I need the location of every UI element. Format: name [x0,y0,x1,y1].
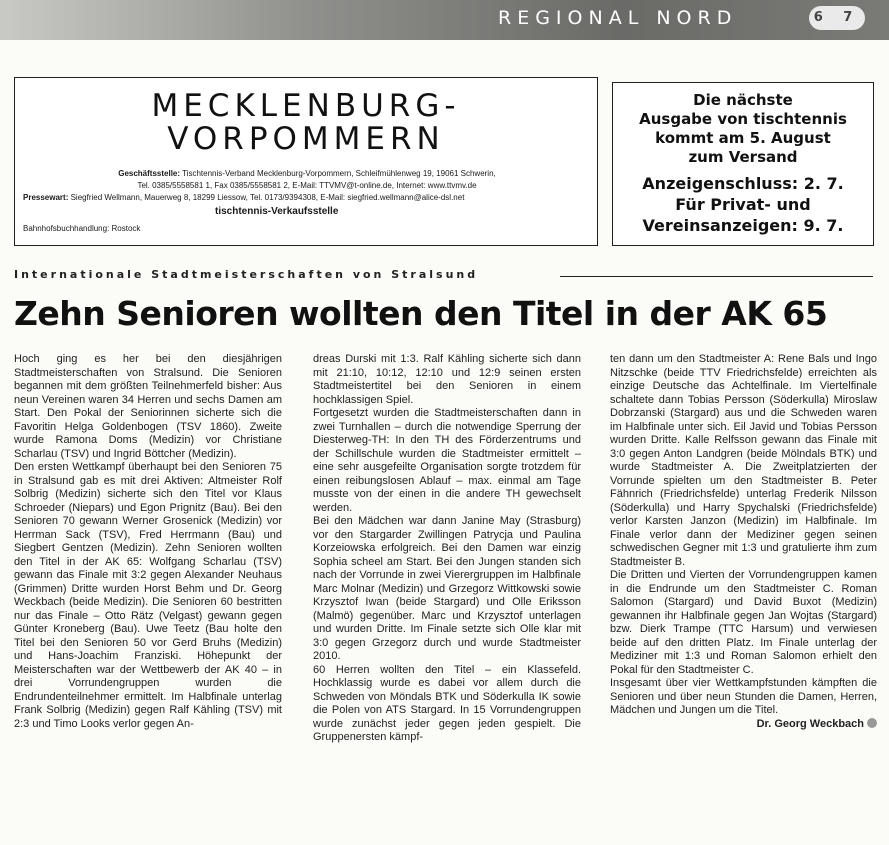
notice-deadlines [613,173,873,236]
office-text: Tischtennis-Verband Mecklenburg-Vorpommern, Schleifmühlenweg 19, 19061 Schwerin, [182,169,496,178]
paragraph: Bei den Mädchen war dann Janine May (Strasburg) vor den Stargarder Zwillingen Patrycja und Paulina Korzeiowska erfolgreich. Bei den Damen war einzig Sophia scheel am Start. Bei den Jungen standen sich nach der Vorrunde in zwei Vierergruppen im Halbfinale Marc Molnar (Medizin) und Grzegorz Wittkowski sowie Krzysztof Iwan (beide Stargard) und Olle Eriksson (Malmö) gegenüber. Marc und Krzysztof unterlagen und wurden Dritte. Im Finale setzte sich Olle klar mit 3:0 gegen Grzegorz durch und wurde Stadtmeister 2010. [313,515,581,662]
byline [610,718,877,732]
notice-line1: Die nächste [693,91,793,109]
article-kicker: Internationale Stadtmeisterschaften von Stralsund [14,268,479,281]
paragraph: Den ersten Wettkampf überhaupt bei den Senioren 75 in Stralsund gab es mit drei Aktiven: Altmeister Rolf Solbrig (Medizin) sicherte sich den Titel vor Klaus Schroeder (Niepars) und Egon Prignitz (Bau). Bei den Senioren 70 gewann Werner Grosenick (Medizin) vor Herrman Sack (TSV), Fred Herrmann (Bau) und Siegbert Gentzen (Medizin). Zehn Senioren wollten den Titel in der AK 65: Wolfgang Scharlau (TSV) gewann das Finale mit 3:2 gegen Alexander Neuhaus (Grimmen) Dritte wurden Horst Behm und Dr. Georg Weckbach (beide Medizin). Die Senioren 60 bestritten nur das Finale – Otto Rätz (Velgast) gewann gegen Günter Kroneberg (Bau). Uwe Teetz (Bau holte den Titel bei den Senioren 50 vor Gerd Bruhs (Medizin) und Hans-Joachim Franziski. Höhepunkt der Meisterschaften war der Wettbewerb der AK 40 – in drei Vorrundengruppen wurden die Endrundenteilnehmer ermittelt. Im Halbfinale unterlag Frank Solbrig (Medizin) gegen Ralf Kähling (TSV) mit 2:3 und Timo Looks verlor gegen An- [14,461,282,730]
notice-line3: kommt am 5. August [655,129,831,147]
paragraph: ten dann um den Stadtmeister A: Rene Bals und Ingo Nitzschke (beide TTV Friedrichsfelde) erreichten als einzige Deutsche das Achtelfinale. Im Viertelfinale schaltete dann Tobias Persson (Söderkulla) Miroslaw Dobrzanski (Stargard) aus und die Schweden waren im Halbfinale unter sich. Eil Javid und Tobias Persson wurden Dritte. Kalle Relfsson gewann das Finale mit 3:0 gegen Anton Landgren (beide Mölndals BTK) und wurde Stadtmeister A. Die Zweitplatzierten der Vorrunde spielten um den Stadtmeister B. Peter Fähnrich (Friedrichsfelde) unterlag Frederik Nilsson (Söderkulla) und Harry Spychalski (Friedrichsfelde) verlor Karsten Janzon (Medizin) im Halbfinale. Im Finale verlor dann der Mediziner gegen seinen schwedischen Gegner mit 1:3 und gratulierte ihm zum Stadtmeister B. [610,353,877,568]
press-line [23,192,591,204]
office-label: Geschäftsstelle: [118,169,181,178]
article-headline: Zehn Senioren wollten den Titel in der AK 65 [14,294,828,333]
paragraph: Die Dritten und Vierten der Vorrundengruppen kamen in die Endrunde um den Stadtmeister C. Roman Salomon (Stargard) und David Buxot (Medizin) gewannen ihr Halbfinale gegen Jan Wojtas (Stargard) bzw. Dierk Trampe (TTC Harsum) und verwiesen beide auf den dritten Platz. Im Finale unterlag der Mediziner mit 1:3 und Roman Salomon erhielt den Pokal für den Stadtmeister C. [610,569,877,676]
paragraph: dreas Durski mit 1:3. Ralf Kähling sicherte sich dann mit 21:10, 10:12, 12:10 und 12:9 seinen ersten Stadtmeistertitel bei den Senioren in einem hochklassigen Spiel. [313,353,581,406]
paragraph: Fortgesetzt wurden die Stadtmeisterschaften dann in zwei Turnhallen – durch die notwendige Sperrung der Diesterweg-TH: In den TH des Förderzentrums und der Schillschule wurden die Stadtmeister ermittelt – eine sehr ausgefeilte Organisation sorgte trotzdem für einen reibungslosen Ablauf – max. einmal am Tage musste von der einen in die andere TH gewechselt werden. [313,407,581,514]
notice-line7: Vereinsanzeigen: 9. 7. [642,216,844,235]
paragraph: Insgesamt über vier Wettkampfstunden kämpften die Senioren und über neun Stunden die Damen, Herren, Mädchen und Jungen um die Titel. [610,677,877,716]
notice-line6: Für Privat- und [675,195,811,214]
office-line-2: Tel. 0385/5558581 1, Fax 0385/5558581 2, E-Mail: TTVMV@t-online.de, Internet: www.ttvmv.de [137,181,477,190]
article-author: Dr. Georg Weckbach [756,717,864,730]
end-mark-icon [867,718,877,728]
association-box [14,77,598,246]
notice-line5: Anzeigenschluss: 2. 7. [642,174,844,193]
association-contact [23,168,591,204]
section-header-bar [0,0,889,40]
notice-line2: Ausgabe von tischtennis [639,110,847,128]
article-column-1 [14,353,282,731]
association-title [15,90,597,156]
section-title: REGIONAL NORD [498,7,738,29]
shop-text: Bahnhofsbuchhandlung: Rostock [23,224,141,233]
notice-issue [613,91,873,167]
notice-line4: zum Versand [688,148,798,166]
next-issue-notice [612,82,874,246]
article-column-2 [313,353,581,745]
paragraph: Hoch ging es her bei den diesjährigen Stadtmeisterschaften von Stralsund. Die Senioren begannen mit dem größten Teilnehmerfeld bisher: Aus neun Vereinen waren 34 Herren und sechs Damen am Start. Den Pokal der Seniorinnen sicherte sich die Favoritin Helga Goldenbogen (TSV 1860). Zweite wurde Ramona Doms (Medizin) vor Christiane Scharlau (TSV) und Ingrid Böttcher (Medizin). [14,353,282,460]
press-text: Siegfried Wellmann, Mauerweg 8, 18299 Liessow, Tel. 0173/9394308, E-Mail: siegfried.wellmann@alice-dsl.net [70,193,465,202]
association-title-line2: VORPOMMERN [167,121,445,157]
association-title-line1: MECKLENBURG- [151,88,461,124]
article-column-3 [610,353,877,731]
kicker-rule [560,276,873,277]
paragraph: 60 Herren wollten den Titel – ein Klassefeld. Hochklassig wurde es dabei vor allem durch die Schweden von Möndals BTK und Söderkulla IK sowie die Polen von ATS Stargard. In 15 Vorrundengruppen wurde zunächst jeder gegen jeden gespielt. Die Gruppenersten kämpf- [313,663,581,743]
office-line [23,168,591,180]
press-label: Pressewart: [23,193,69,202]
shop-label: tischtennis-Verkaufsstelle [215,206,339,217]
page-numbers: 6 7 [809,6,865,30]
